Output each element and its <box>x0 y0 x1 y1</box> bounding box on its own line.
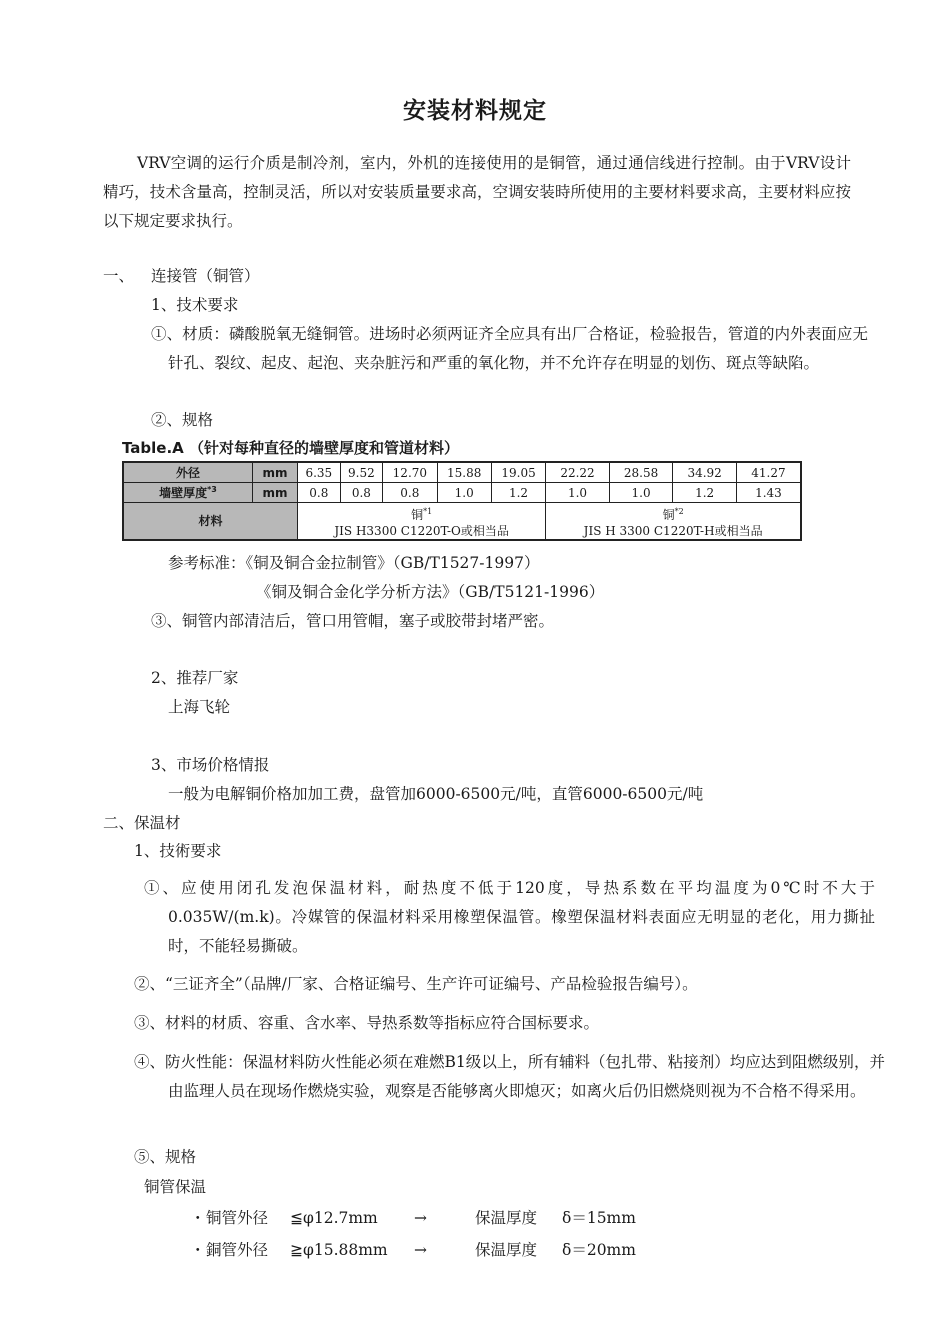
diameter-cell: 19.05 <box>491 462 545 483</box>
table-caption: Table.A （针对每种直径的墙壁厚度和管道材料） <box>122 439 460 457</box>
section1-heading: 连接管（铜管） <box>151 267 260 285</box>
price-info: 一般为电解铜价格加加工费，盘管加6000-6500元/吨，直管6000-6500元/吨 <box>168 785 704 803</box>
row-label-thickness <box>123 483 253 503</box>
thickness-cell: 1.43 <box>736 483 801 503</box>
section2-item3: ③、材料的材质、容重、含水率、导热系数等指标应符合国标要求。 <box>134 1014 600 1032</box>
diameter-cell: 41.27 <box>736 462 801 483</box>
diameter-cell: 9.52 <box>340 462 383 483</box>
section1-item1: ①、材质：磷酸脱氧无缝铜管。进场时必须两证齐全应具有出厂合格证，检验报告，管道的内外表面应无针孔、裂纹、起皮、起泡、夹杂脏污和严重的氧化物，并不允许存在明显的划伤、斑点等缺陷。 <box>151 325 868 372</box>
diameter-cell: 15.88 <box>437 462 491 483</box>
diameter-cell: 6.35 <box>298 462 341 483</box>
bullet: ・ <box>190 1209 206 1227</box>
rule-thickness-label: 保温厚度 <box>475 1209 538 1227</box>
material-standard: JIS H 3300 C1220T-H或相当品 <box>583 523 763 538</box>
rule-thickness-label: 保温厚度 <box>475 1241 538 1259</box>
pipe-spec-table <box>122 461 802 541</box>
recommended-maker: 上海飞轮 <box>168 698 231 716</box>
rule-thickness: δ＝15mm <box>562 1209 636 1227</box>
material-name: 铜 <box>411 507 424 522</box>
material-note: *2 <box>674 506 684 516</box>
rule-label: 銅管外径 <box>206 1241 269 1259</box>
section2-item4: ④、防火性能：保温材料防火性能必须在难燃B1级以上，所有辅料（包扎带、粘接剂）均应达到阻燃级别，并由监理人员在现场作燃烧实验，观察是否能够离火即熄灭；如离火后仍旧燃烧则视为不合格不得采用。 <box>134 1053 885 1100</box>
intro-paragraph: VRV空调的运行介质是制冷剂，室内，外机的连接使用的是铜管，通过通信线进行控制。由于VRV设计精巧，技术含量高，控制灵活，所以对安装质量要求高，空调安装時所使用的主要材料要求高，主要材料应按以下规定要求执行。 <box>103 154 851 230</box>
material-cell-hard <box>546 503 801 541</box>
rule-label: 铜管外径 <box>206 1209 269 1227</box>
thickness-cell: 0.8 <box>383 483 437 503</box>
material-name: 铜 <box>662 507 675 522</box>
row-label-diameter: 外径 <box>123 462 253 483</box>
thickness-cell: 1.0 <box>546 483 610 503</box>
diameter-cell: 34.92 <box>673 462 737 483</box>
material-standard: JIS H3300 C1220T-O或相当品 <box>334 523 509 538</box>
thickness-cell: 0.8 <box>298 483 341 503</box>
reference-standard-2: 《铜及铜合金化学分析方法》（GB/T5121-1996） <box>256 583 605 601</box>
page-title: 安装材料规定 <box>403 98 547 124</box>
thickness-label: 墙壁厚度 <box>159 486 208 500</box>
section1-sub2: 2、推荐厂家 <box>151 669 239 687</box>
reference-standard-1: 参考标准：《铜及铜合金拉制管》（GB/T1527-1997） <box>168 554 540 572</box>
section2-heading: 二、保温材 <box>103 814 181 832</box>
section1-number: 一、 <box>103 267 135 285</box>
thickness-note: *3 <box>207 485 217 494</box>
thickness-cell: 1.0 <box>609 483 673 503</box>
thickness-cell: 1.2 <box>673 483 737 503</box>
section1-sub3: 3、市场价格情报 <box>151 756 270 774</box>
section1-item2: ②、规格 <box>151 411 214 429</box>
section1-sub1: 1、技术要求 <box>151 296 239 314</box>
bullet: ・ <box>190 1241 206 1259</box>
rule-thickness: δ＝20mm <box>562 1241 636 1259</box>
unit-cell: mm <box>253 483 298 503</box>
insulation-title: 铜管保温 <box>144 1178 207 1196</box>
unit-cell: mm <box>253 462 298 483</box>
rule-condition: ≦φ12.7mm <box>290 1209 378 1227</box>
diameter-cell: 28.58 <box>609 462 673 483</box>
material-note: *1 <box>423 506 433 516</box>
material-cell-annealed <box>298 503 546 541</box>
arrow-icon: → <box>414 1209 427 1227</box>
diameter-cell: 22.22 <box>546 462 610 483</box>
section2-sub1: 1、技術要求 <box>134 842 222 860</box>
section1-item3: ③、铜管内部清洁后，管口用管帽，塞子或胶带封堵严密。 <box>151 612 555 630</box>
thickness-cell: 1.0 <box>437 483 491 503</box>
arrow-icon: → <box>414 1241 427 1259</box>
diameter-cell: 12.70 <box>383 462 437 483</box>
thickness-cell: 1.2 <box>491 483 545 503</box>
thickness-cell: 0.8 <box>340 483 383 503</box>
section2-item1: ①、应使用闭孔发泡保温材料，耐热度不低于120度，导热系数在平均温度为0℃时不大于0.035W/(m.k)。冷媒管的保温材料采用橡塑保温管。橡塑保温材料表面应无明显的老化，用力撕扯时，不能轻易撕破。 <box>144 879 875 955</box>
row-label-material: 材料 <box>123 503 298 541</box>
section2-item2: ②、“三证齐全”（品牌/厂家、合格证编号、生产许可证编号、产品检验报告编号）。 <box>134 975 698 993</box>
rule-condition: ≧φ15.88mm <box>290 1241 388 1259</box>
section2-item5: ⑤、规格 <box>134 1148 197 1166</box>
